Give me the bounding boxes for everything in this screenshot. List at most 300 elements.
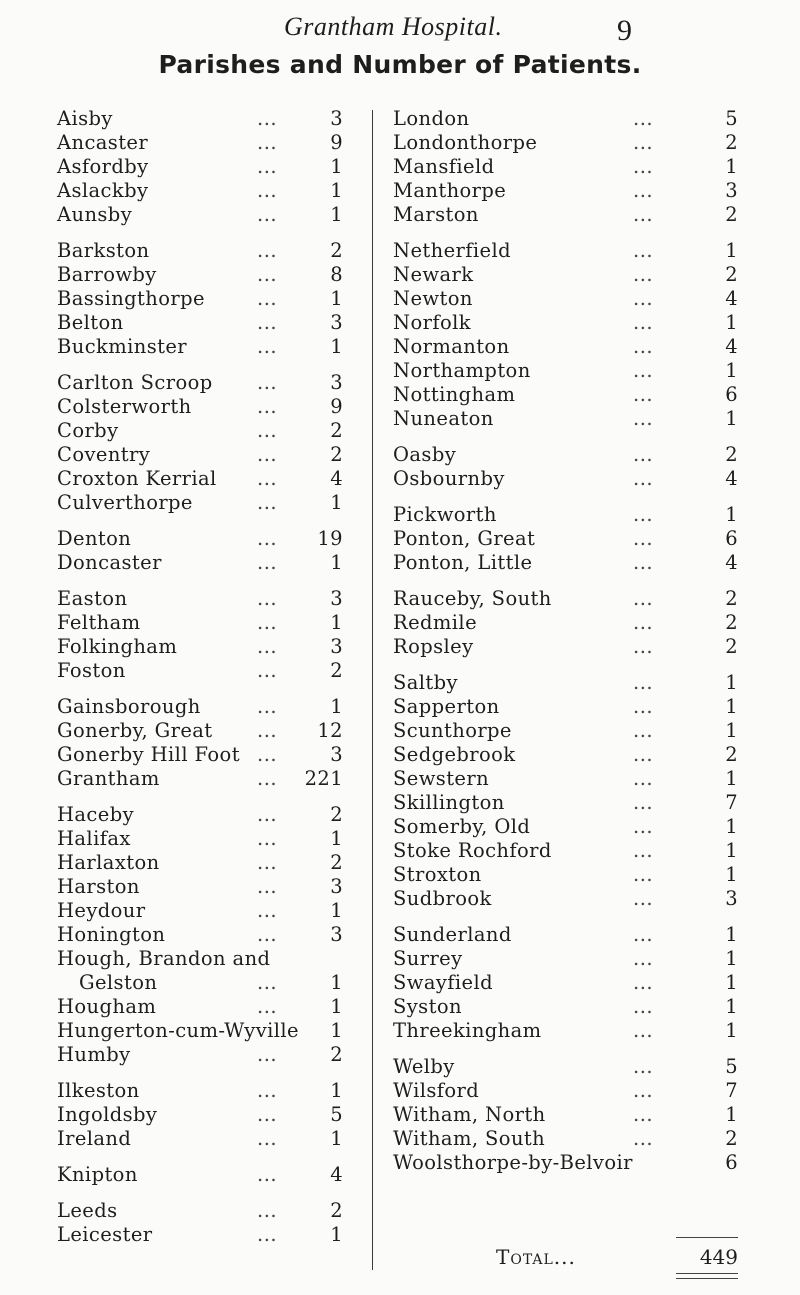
- parish-row: [57, 971, 343, 995]
- leader-dots: ...: [257, 851, 278, 874]
- parish-name: Barrowby: [57, 263, 157, 286]
- parish-name: Doncaster: [57, 551, 162, 574]
- leader-dots: ...: [257, 107, 278, 130]
- patient-count: 1: [725, 155, 738, 178]
- total-value: 449: [699, 1245, 738, 1269]
- patient-count: 2: [725, 743, 738, 766]
- patient-count: 1: [330, 287, 343, 310]
- parish-name: Hungerton-cum-Wyville: [57, 1019, 299, 1042]
- patient-count: 9: [330, 395, 343, 418]
- leader-dots: ...: [633, 839, 654, 862]
- parish-name: Norfolk: [393, 311, 471, 334]
- section-gap: [393, 227, 738, 239]
- total-rule-top: [676, 1237, 738, 1238]
- parish-name: Stoke Rochford: [393, 839, 552, 862]
- leader-dots: ...: [633, 695, 654, 718]
- leader-dots: ...: [257, 995, 278, 1018]
- leader-dots: ...: [257, 1127, 278, 1150]
- parish-name: Hougham: [57, 995, 157, 1018]
- parish-name: Sedgebrook: [393, 743, 516, 766]
- total-line: [440, 1245, 738, 1277]
- leader-dots: ...: [633, 767, 654, 790]
- patient-count: 1: [725, 671, 738, 694]
- patient-count: 12: [317, 719, 343, 742]
- parish-name: Marston: [393, 203, 479, 226]
- parish-name: Ingoldsby: [57, 1103, 158, 1126]
- patient-count: 1: [725, 1103, 738, 1126]
- parish-name: Gelston: [79, 971, 158, 994]
- parish-row: [393, 467, 738, 491]
- patient-count: 2: [330, 1199, 343, 1222]
- parish-row: [57, 371, 343, 395]
- parish-row: [57, 1223, 343, 1247]
- parish-row: [57, 1043, 343, 1067]
- patient-count: 1: [725, 1019, 738, 1042]
- patient-count: 1: [330, 995, 343, 1018]
- leader-dots: ...: [257, 1223, 278, 1246]
- patient-count: 6: [725, 1151, 738, 1174]
- parish-name: Haceby: [57, 803, 134, 826]
- leader-dots: ...: [257, 1103, 278, 1126]
- parish-row: [393, 887, 738, 911]
- parish-name: Leeds: [57, 1199, 118, 1222]
- leader-dots: ...: [257, 1043, 278, 1066]
- parish-row: [393, 503, 738, 527]
- section-gap: [393, 911, 738, 923]
- leader-dots: ...: [257, 527, 278, 550]
- parish-name: Corby: [57, 419, 119, 442]
- parish-row: [57, 1127, 343, 1151]
- patient-count: 1: [725, 407, 738, 430]
- patient-count: 19: [317, 527, 343, 550]
- parish-row: [393, 587, 738, 611]
- parish-row: [393, 443, 738, 467]
- section-gap: [57, 791, 343, 803]
- parish-name: Colsterworth: [57, 395, 192, 418]
- parish-name: Bassingthorpe: [57, 287, 205, 310]
- patient-count: 2: [330, 851, 343, 874]
- patient-count: 4: [330, 1163, 343, 1186]
- parish-row: [57, 851, 343, 875]
- leader-dots: ...: [633, 815, 654, 838]
- patient-count: 3: [330, 311, 343, 334]
- patient-count: 3: [330, 743, 343, 766]
- parish-name: Northampton: [393, 359, 531, 382]
- leader-dots: ...: [633, 719, 654, 742]
- parish-name: Gainsborough: [57, 695, 201, 718]
- parish-row: [393, 767, 738, 791]
- patient-count: 6: [725, 383, 738, 406]
- parish-name: Stroxton: [393, 863, 482, 886]
- leader-dots: ...: [257, 767, 278, 790]
- parish-name: Redmile: [393, 611, 478, 634]
- parish-name: Feltham: [57, 611, 141, 634]
- parish-name: Ponton, Great: [393, 527, 536, 550]
- parish-row: [57, 827, 343, 851]
- parish-row: [393, 719, 738, 743]
- parish-name: Londonthorpe: [393, 131, 538, 154]
- patient-count: 4: [725, 287, 738, 310]
- parish-row: [393, 611, 738, 635]
- parish-row: [393, 635, 738, 659]
- parish-row: [57, 1019, 343, 1043]
- parish-row: [393, 947, 738, 971]
- parish-row: [57, 947, 343, 971]
- patient-count: 2: [725, 131, 738, 154]
- leader-dots: ...: [257, 587, 278, 610]
- leader-dots: ...: [633, 131, 654, 154]
- parish-name: Threekingham: [393, 1019, 542, 1042]
- leader-dots: ...: [633, 239, 654, 262]
- leader-dots: ...: [257, 719, 278, 742]
- patient-count: 1: [725, 239, 738, 262]
- patient-count: 3: [330, 587, 343, 610]
- parish-name: Denton: [57, 527, 132, 550]
- parish-name: Rauceby, South: [393, 587, 552, 610]
- parish-row: [393, 263, 738, 287]
- patient-count: 2: [725, 587, 738, 610]
- leader-dots: ...: [633, 263, 654, 286]
- parish-name: Grantham: [57, 767, 160, 790]
- parish-name: Scunthorpe: [393, 719, 512, 742]
- patient-count: 1: [725, 863, 738, 886]
- parish-row: [57, 587, 343, 611]
- parish-row: [57, 875, 343, 899]
- parish-name: Ropsley: [393, 635, 474, 658]
- parish-name: Honington: [57, 923, 166, 946]
- leader-dots: ...: [633, 863, 654, 886]
- parish-name: Belton: [57, 311, 124, 334]
- parish-row: [393, 1055, 738, 1079]
- parish-name: Normanton: [393, 335, 510, 358]
- parish-row: [393, 743, 738, 767]
- parish-name: Welby: [393, 1055, 455, 1078]
- parish-row: [57, 923, 343, 947]
- parish-row: [57, 239, 343, 263]
- parish-row: [393, 527, 738, 551]
- running-head: [0, 8, 800, 48]
- column-divider: [372, 110, 373, 1270]
- patient-count: 2: [725, 203, 738, 226]
- parish-name: Witham, South: [393, 1127, 546, 1150]
- parish-row: [57, 131, 343, 155]
- parish-name: Witham, North: [393, 1103, 546, 1126]
- leader-dots: ...: [633, 1127, 654, 1150]
- section-gap: [57, 227, 343, 239]
- leader-dots: ...: [633, 287, 654, 310]
- leader-dots: ...: [257, 971, 278, 994]
- patient-count: 2: [330, 659, 343, 682]
- patient-count: 1: [725, 695, 738, 718]
- parish-row: [57, 899, 343, 923]
- leader-dots: ...: [257, 695, 278, 718]
- parish-row: [393, 1103, 738, 1127]
- parish-name: Halifax: [57, 827, 131, 850]
- patient-count: 7: [725, 1079, 738, 1102]
- patient-count: 3: [725, 179, 738, 202]
- parish-row: [393, 107, 738, 131]
- leader-dots: ...: [257, 287, 278, 310]
- section-gap: [57, 1151, 343, 1163]
- section-gap: [57, 515, 343, 527]
- parish-row: [393, 863, 738, 887]
- parish-name: Easton: [57, 587, 128, 610]
- section-gap: [57, 359, 343, 371]
- parish-name: Netherfield: [393, 239, 511, 262]
- leader-dots: ...: [257, 491, 278, 514]
- leader-dots: ...: [257, 443, 278, 466]
- parish-name: Newark: [393, 263, 474, 286]
- leader-dots: ...: [633, 311, 654, 334]
- patient-count: 1: [725, 503, 738, 526]
- parish-row: [393, 695, 738, 719]
- parish-row: [393, 971, 738, 995]
- section-gap: [57, 683, 343, 695]
- patient-count: 3: [330, 875, 343, 898]
- parish-name: Osbournby: [393, 467, 505, 490]
- section-gap: [57, 575, 343, 587]
- parish-row: [393, 287, 738, 311]
- patient-count: 1: [725, 767, 738, 790]
- parish-row: [57, 995, 343, 1019]
- parish-row: [393, 203, 738, 227]
- patient-count: 2: [330, 419, 343, 442]
- parish-name: Carlton Scroop: [57, 371, 213, 394]
- leader-dots: ...: [633, 791, 654, 814]
- leader-dots: ...: [633, 635, 654, 658]
- leader-dots: ...: [633, 335, 654, 358]
- page-title: Parishes and Number of Patients.: [158, 50, 642, 79]
- patient-count: 1: [330, 179, 343, 202]
- leader-dots: ...: [633, 503, 654, 526]
- patient-count: 4: [725, 335, 738, 358]
- leader-dots: ...: [257, 611, 278, 634]
- parish-row: [57, 395, 343, 419]
- patient-count: 9: [330, 131, 343, 154]
- parish-name: Buckminster: [57, 335, 188, 358]
- parish-name: Nuneaton: [393, 407, 494, 430]
- parish-row: [57, 311, 343, 335]
- parish-row: [57, 107, 343, 131]
- parish-name: Leicester: [57, 1223, 153, 1246]
- parish-row: [393, 335, 738, 359]
- leader-dots: ...: [633, 467, 654, 490]
- leader-dots: ...: [257, 371, 278, 394]
- parish-name: Skillington: [393, 791, 505, 814]
- leader-dots: ...: [257, 899, 278, 922]
- patient-count: 1: [330, 827, 343, 850]
- parish-name: Culverthorpe: [57, 491, 193, 514]
- leader-dots: ...: [633, 971, 654, 994]
- patient-count: 1: [330, 611, 343, 634]
- patient-count: 1: [330, 695, 343, 718]
- parish-name: Hough, Brandon and: [57, 947, 271, 970]
- parish-row: [57, 527, 343, 551]
- parish-row: [393, 1151, 738, 1175]
- parish-row: [393, 155, 738, 179]
- leader-dots: ...: [633, 923, 654, 946]
- patient-count: 1: [725, 995, 738, 1018]
- patient-count: 3: [330, 635, 343, 658]
- patient-count: 3: [330, 107, 343, 130]
- patient-count: 2: [330, 803, 343, 826]
- parish-name: Somerby, Old: [393, 815, 531, 838]
- parish-name: Sewstern: [393, 767, 490, 790]
- leader-dots: ...: [633, 443, 654, 466]
- section-gap: [57, 1067, 343, 1079]
- section-gap: [393, 431, 738, 443]
- leader-dots: ...: [633, 1079, 654, 1102]
- leader-dots: ...: [257, 395, 278, 418]
- patient-count: 1: [330, 203, 343, 226]
- patient-count: 1: [330, 335, 343, 358]
- leader-dots: ...: [257, 1199, 278, 1222]
- patient-count: 221: [304, 767, 343, 790]
- parish-row: [57, 1163, 343, 1187]
- parish-name: Harlaxton: [57, 851, 160, 874]
- patient-count: 7: [725, 791, 738, 814]
- leader-dots: ...: [633, 587, 654, 610]
- parish-row: [57, 695, 343, 719]
- patient-count: 1: [725, 311, 738, 334]
- parish-list-left: [57, 107, 343, 1247]
- patient-count: 1: [725, 839, 738, 862]
- patient-count: 1: [330, 899, 343, 922]
- patient-count: 1: [330, 1223, 343, 1246]
- section-gap: [393, 575, 738, 587]
- leader-dots: ...: [257, 923, 278, 946]
- section-gap: [393, 1043, 738, 1055]
- parish-row: [57, 635, 343, 659]
- parish-row: [393, 311, 738, 335]
- parish-name: Manthorpe: [393, 179, 507, 202]
- total-label: Total...: [496, 1245, 576, 1269]
- parish-name: Newton: [393, 287, 473, 310]
- leader-dots: ...: [257, 803, 278, 826]
- parish-name: Gonerby, Great: [57, 719, 213, 742]
- parish-name: Knipton: [57, 1163, 138, 1186]
- parish-row: [57, 1079, 343, 1103]
- leader-dots: ...: [257, 551, 278, 574]
- leader-dots: ...: [257, 131, 278, 154]
- leader-dots: ...: [633, 551, 654, 574]
- parish-row: [393, 995, 738, 1019]
- patient-count: 1: [725, 947, 738, 970]
- patient-count: 5: [725, 107, 738, 130]
- leader-dots: ...: [257, 659, 278, 682]
- parish-name: Aisby: [57, 107, 113, 130]
- parish-name: Heydour: [57, 899, 146, 922]
- parish-name: Croxton Kerrial: [57, 467, 217, 490]
- parish-row: [57, 443, 343, 467]
- parish-row: [393, 1079, 738, 1103]
- leader-dots: ...: [633, 155, 654, 178]
- leader-dots: ...: [633, 611, 654, 634]
- leader-dots: ...: [633, 1019, 654, 1042]
- parish-row: [57, 551, 343, 575]
- parish-name: Ilkeston: [57, 1079, 140, 1102]
- parish-name: Aunsby: [57, 203, 133, 226]
- parish-row: [57, 179, 343, 203]
- section-gap: [393, 659, 738, 671]
- leader-dots: ...: [633, 203, 654, 226]
- leader-dots: ...: [633, 1055, 654, 1078]
- parish-row: [57, 335, 343, 359]
- parish-row: [57, 467, 343, 491]
- patient-count: 1: [330, 1127, 343, 1150]
- parish-name: Surrey: [393, 947, 463, 970]
- leader-dots: ...: [257, 467, 278, 490]
- patient-count: 5: [725, 1055, 738, 1078]
- leader-dots: ...: [633, 995, 654, 1018]
- parish-name: Gonerby Hill Foot: [57, 743, 240, 766]
- parish-name: Sudbrook: [393, 887, 492, 910]
- parish-row: [393, 839, 738, 863]
- parish-name: Pickworth: [393, 503, 497, 526]
- patient-count: 2: [725, 263, 738, 286]
- patient-count: 1: [330, 155, 343, 178]
- parish-name: Asfordby: [57, 155, 149, 178]
- parish-row: [57, 767, 343, 791]
- leader-dots: ...: [633, 743, 654, 766]
- leader-dots: ...: [257, 419, 278, 442]
- patient-count: 8: [330, 263, 343, 286]
- patient-count: 2: [725, 1127, 738, 1150]
- parish-row: [393, 131, 738, 155]
- parish-name: Ancaster: [57, 131, 149, 154]
- patient-count: 1: [725, 359, 738, 382]
- leader-dots: ...: [257, 1163, 278, 1186]
- patient-count: 2: [725, 611, 738, 634]
- parish-row: [57, 719, 343, 743]
- page-number: 9: [617, 14, 632, 47]
- leader-dots: ...: [257, 743, 278, 766]
- total-rule-bottom: [676, 1273, 738, 1279]
- parish-row: [393, 359, 738, 383]
- parish-name: Aslackby: [57, 179, 149, 202]
- leader-dots: ...: [633, 1103, 654, 1126]
- parish-name: Folkingham: [57, 635, 178, 658]
- patient-count: 2: [330, 1043, 343, 1066]
- parish-row: [57, 1103, 343, 1127]
- leader-dots: ...: [257, 239, 278, 262]
- parish-name: Foston: [57, 659, 126, 682]
- leader-dots: ...: [257, 179, 278, 202]
- parish-row: [393, 791, 738, 815]
- parish-row: [57, 659, 343, 683]
- patient-count: 1: [725, 971, 738, 994]
- parish-row: [393, 1127, 738, 1151]
- parish-row: [57, 803, 343, 827]
- patient-count: 5: [330, 1103, 343, 1126]
- parish-name: London: [393, 107, 470, 130]
- parish-row: [393, 239, 738, 263]
- parish-name: Nottingham: [393, 383, 516, 406]
- section-gap: [57, 1187, 343, 1199]
- leader-dots: ...: [633, 407, 654, 430]
- patient-count: 1: [725, 815, 738, 838]
- leader-dots: ...: [257, 875, 278, 898]
- patient-count: 3: [725, 887, 738, 910]
- parish-row: [57, 287, 343, 311]
- parish-name: Ponton, Little: [393, 551, 533, 574]
- parish-name: Mansfield: [393, 155, 495, 178]
- leader-dots: ...: [257, 335, 278, 358]
- parish-name: Woolsthorpe-by-Belvoir: [393, 1151, 633, 1174]
- parish-row: [393, 551, 738, 575]
- parish-name: Oasby: [393, 443, 457, 466]
- parish-row: [393, 671, 738, 695]
